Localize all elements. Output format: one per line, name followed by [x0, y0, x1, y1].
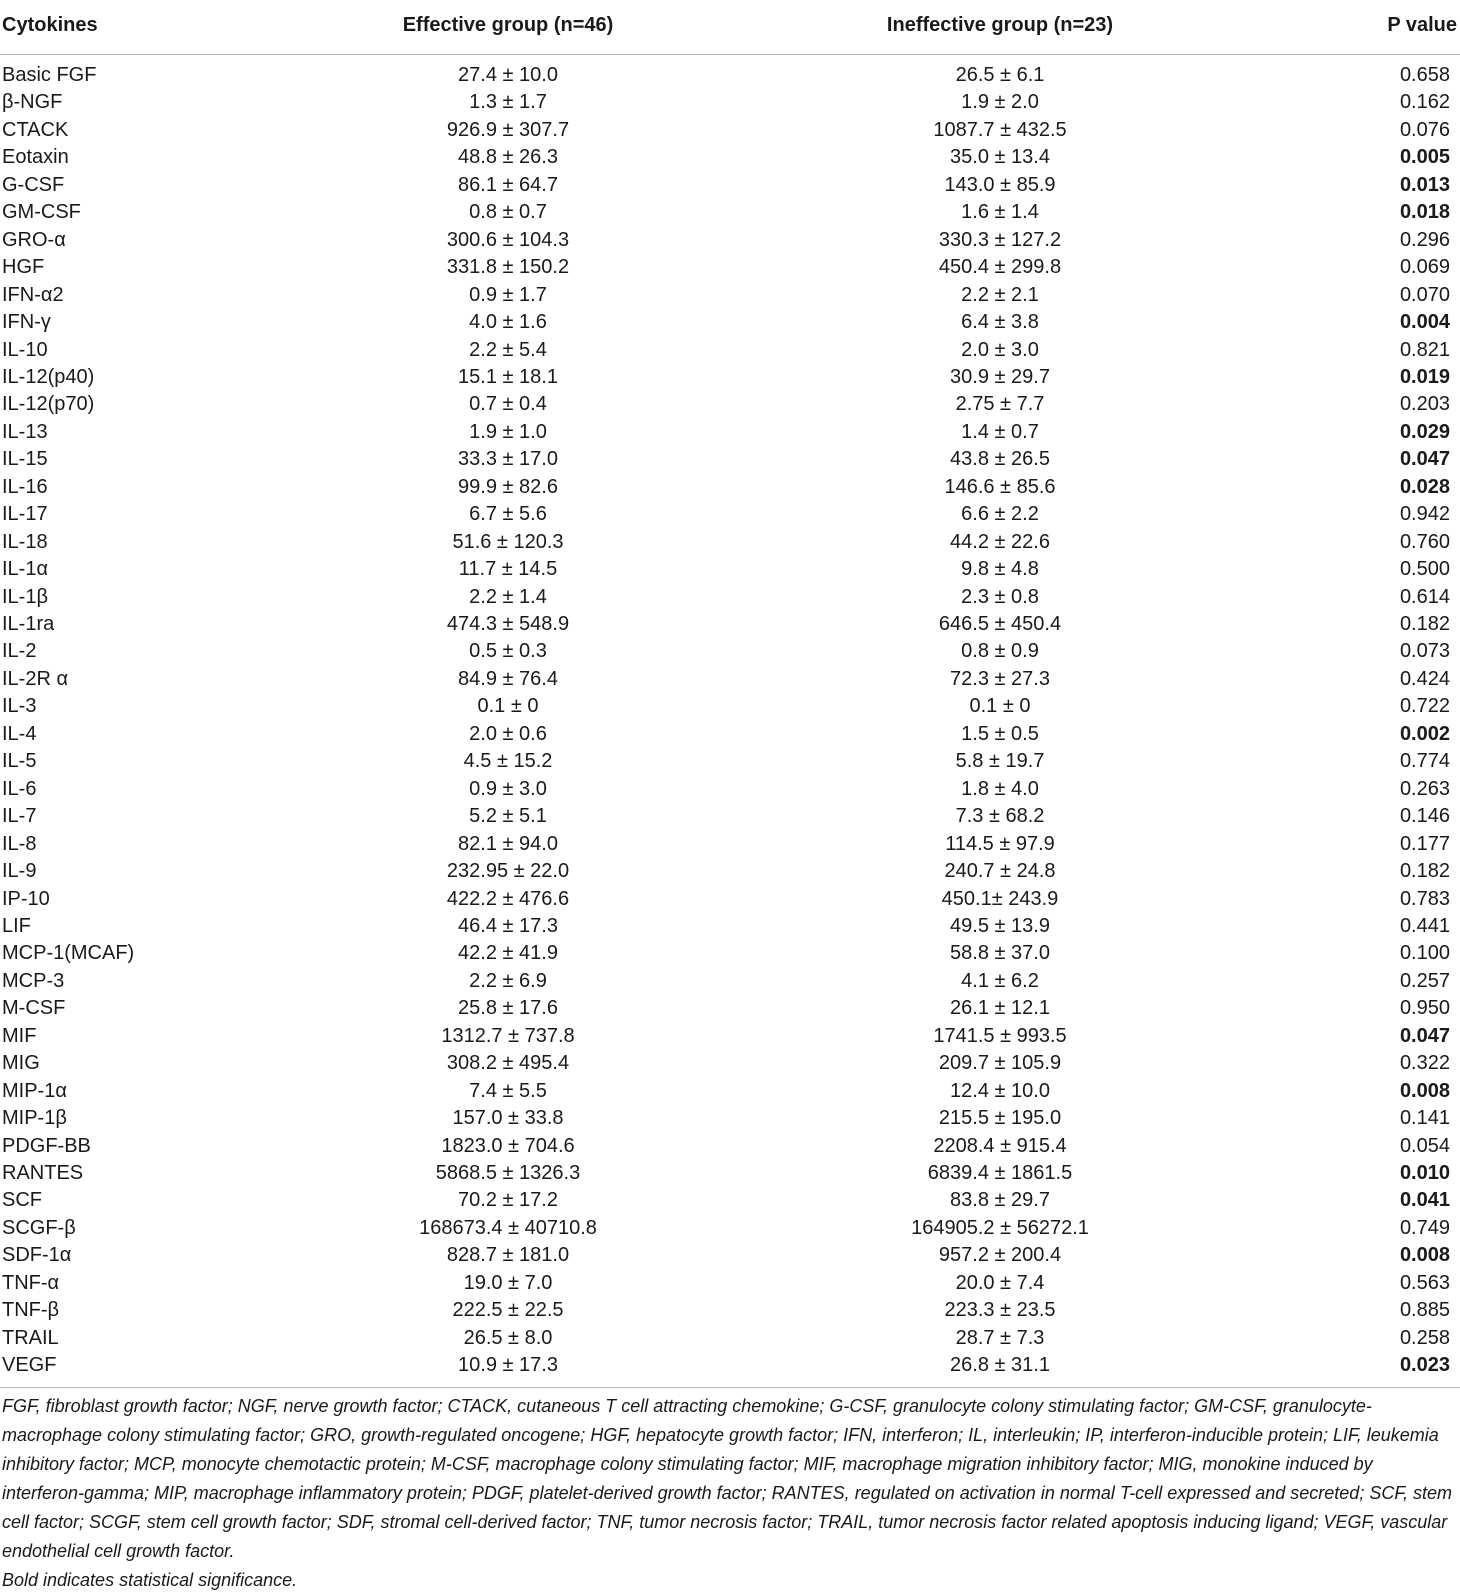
p-value: 0.614 [1399, 585, 1450, 608]
table-row [0, 886, 1460, 914]
ineffective-value: 20.0 ± 7.4 [955, 1271, 1045, 1294]
p-value: 0.013 [1399, 173, 1450, 196]
p-value: 0.749 [1399, 1216, 1450, 1239]
cytokine-name: GRO-α [2, 228, 66, 251]
p-value: 0.028 [1399, 475, 1450, 498]
table-row [0, 62, 1460, 90]
cytokine-name: MIP-1α [2, 1079, 67, 1102]
ineffective-value: 5.8 ± 19.7 [955, 750, 1045, 773]
p-value: 0.019 [1399, 365, 1450, 388]
cytokine-name: Eotaxin [2, 146, 69, 169]
effective-value: 300.6 ± 104.3 [446, 228, 570, 251]
table-row [0, 227, 1460, 255]
header-ineffective-group: Ineffective group (n=23) [886, 14, 1114, 36]
ineffective-value: 44.2 ± 22.6 [950, 530, 1050, 553]
p-value: 0.073 [1399, 640, 1450, 663]
effective-value: 86.1 ± 64.7 [458, 173, 558, 196]
effective-value: 99.9 ± 82.6 [458, 475, 558, 498]
effective-value: 0.5 ± 0.3 [469, 640, 547, 663]
p-value: 0.322 [1399, 1052, 1450, 1075]
effective-value: 331.8 ± 150.2 [446, 256, 570, 279]
p-value: 0.018 [1399, 201, 1450, 224]
table-row [0, 446, 1460, 474]
cytokine-name: IL-9 [2, 860, 37, 883]
p-value: 0.005 [1399, 146, 1450, 169]
table-row [0, 1297, 1460, 1325]
p-value: 0.023 [1399, 1354, 1450, 1377]
cytokine-name: Basic FGF [2, 64, 97, 86]
cytokine-name: IL-1β [2, 585, 48, 608]
effective-value: 6.7 ± 5.6 [469, 503, 547, 526]
effective-value: 7.4 ± 5.5 [469, 1079, 547, 1102]
ineffective-value: 4.1 ± 6.2 [961, 969, 1039, 992]
table-row [0, 117, 1460, 145]
cytokine-name: MCP-3 [2, 969, 65, 992]
cytokine-name: CTACK [2, 118, 69, 141]
cytokine-name: IL-18 [2, 530, 48, 553]
cytokine-name: MIF [2, 1024, 37, 1047]
ineffective-value: 450.1± 243.9 [941, 887, 1059, 910]
p-value: 0.783 [1399, 887, 1450, 910]
effective-value: 2.2 ± 1.4 [469, 585, 547, 608]
table-row [0, 419, 1460, 447]
table-row [0, 556, 1460, 584]
cytokine-name: M-CSF [2, 997, 66, 1020]
effective-value: 422.2 ± 476.6 [446, 887, 570, 910]
effective-value: 1.3 ± 1.7 [469, 91, 547, 114]
ineffective-value: 1.4 ± 0.7 [961, 420, 1039, 443]
ineffective-value: 114.5 ± 97.9 [945, 832, 1055, 855]
header-p-value: P value [1387, 14, 1457, 36]
ineffective-value: 450.4 ± 299.8 [938, 256, 1062, 279]
cytokine-name: TNF-β [2, 1299, 60, 1322]
p-value: 0.069 [1399, 256, 1450, 279]
p-value: 0.004 [1399, 311, 1450, 334]
effective-value: 2.0 ± 0.6 [469, 722, 547, 745]
p-value: 0.146 [1399, 805, 1450, 828]
cytokine-name: MCP-1(MCAF) [2, 942, 135, 965]
table-row [0, 693, 1460, 721]
table-row [0, 995, 1460, 1023]
cytokine-name: IL-10 [2, 338, 48, 361]
table-row [0, 282, 1460, 310]
cytokine-name: SDF-1α [2, 1244, 72, 1267]
effective-value: 15.1 ± 18.1 [458, 365, 558, 388]
table-row [0, 1160, 1460, 1188]
p-value: 0.041 [1399, 1189, 1450, 1212]
ineffective-value: 1087.7 ± 432.5 [933, 118, 1067, 141]
ineffective-value: 7.3 ± 68.2 [955, 805, 1045, 828]
effective-value: 2.2 ± 5.4 [469, 338, 547, 361]
p-value: 0.424 [1399, 667, 1450, 690]
effective-value: 51.6 ± 120.3 [452, 530, 564, 553]
cytokine-name: IL-12(p40) [2, 365, 95, 388]
effective-value: 232.95 ± 22.0 [446, 860, 570, 883]
cytokine-name: MIP-1β [2, 1107, 67, 1130]
cytokine-name: IL-6 [2, 777, 37, 800]
table-row [0, 1050, 1460, 1078]
cytokine-name: IL-5 [2, 750, 37, 773]
p-value: 0.008 [1399, 1244, 1450, 1267]
header-divider [0, 54, 1460, 55]
p-value: 0.722 [1399, 695, 1450, 718]
p-value: 0.002 [1399, 722, 1450, 745]
effective-value: 0.9 ± 3.0 [469, 777, 547, 800]
cytokine-name: IL-3 [2, 695, 37, 718]
ineffective-value: 957.2 ± 200.4 [938, 1244, 1062, 1267]
ineffective-value: 2.0 ± 3.0 [961, 338, 1039, 361]
p-value: 0.047 [1399, 1024, 1450, 1047]
table-row [0, 199, 1460, 227]
effective-value: 0.8 ± 0.7 [469, 201, 547, 224]
effective-value: 4.5 ± 15.2 [463, 750, 553, 773]
cytokine-name: IP-10 [2, 887, 50, 910]
table-row [0, 337, 1460, 365]
table-bottom-rule [0, 1387, 1460, 1388]
cytokine-name: IFN-γ [2, 311, 51, 334]
ineffective-value: 28.7 ± 7.3 [955, 1326, 1045, 1349]
table-row [0, 1023, 1460, 1051]
footnote-significance-note: Bold indicates statistical significance. [2, 1570, 298, 1590]
ineffective-value: 146.6 ± 85.6 [944, 475, 1056, 498]
p-value: 0.010 [1399, 1162, 1450, 1184]
table-row [0, 254, 1460, 282]
table-header [0, 0, 1460, 54]
ineffective-value: 58.8 ± 37.0 [950, 942, 1050, 965]
p-value: 0.182 [1399, 860, 1450, 883]
table-row [0, 831, 1460, 859]
table-row [0, 364, 1460, 392]
p-value: 0.441 [1399, 914, 1450, 937]
ineffective-value: 209.7 ± 105.9 [938, 1052, 1062, 1075]
ineffective-value: 2208.4 ± 915.4 [933, 1134, 1067, 1157]
ineffective-value: 83.8 ± 29.7 [950, 1189, 1050, 1212]
effective-value: 0.9 ± 1.7 [469, 283, 547, 306]
p-value: 0.008 [1399, 1079, 1450, 1102]
cytokine-name: IL-2 [2, 640, 37, 663]
effective-value: 5.2 ± 5.1 [469, 805, 547, 828]
effective-value: 157.0 ± 33.8 [452, 1107, 564, 1130]
table-row [0, 1187, 1460, 1215]
table-row [0, 721, 1460, 749]
p-value: 0.821 [1399, 338, 1450, 361]
ineffective-value: 6839.4 ± 1861.5 [927, 1162, 1073, 1184]
p-value: 0.162 [1399, 91, 1450, 114]
ineffective-value: 1741.5 ± 993.5 [933, 1024, 1067, 1047]
effective-value: 0.7 ± 0.4 [469, 393, 547, 416]
effective-value: 25.8 ± 17.6 [458, 997, 558, 1020]
ineffective-value: 26.8 ± 31.1 [950, 1354, 1050, 1377]
cytokine-name: LIF [2, 914, 31, 937]
table-row [0, 913, 1460, 941]
effective-value: 26.5 ± 8.0 [463, 1326, 553, 1349]
cytokine-name: PDGF-BB [2, 1134, 91, 1157]
table-row [0, 1215, 1460, 1243]
cytokine-name: HGF [2, 256, 45, 279]
table-row [0, 611, 1460, 639]
table-row [0, 666, 1460, 694]
cytokine-name: IL-1ra [2, 613, 55, 635]
p-value: 0.942 [1399, 503, 1450, 526]
cytokine-name: G-CSF [2, 173, 65, 196]
table-row [0, 858, 1460, 886]
header-effective-group: Effective group (n=46) [402, 14, 614, 36]
p-value: 0.563 [1399, 1271, 1450, 1294]
cytokine-name: IL-15 [2, 448, 48, 471]
cytokine-name: VEGF [2, 1354, 57, 1377]
table-row [0, 968, 1460, 996]
ineffective-value: 35.0 ± 13.4 [950, 146, 1050, 169]
table-row [0, 172, 1460, 200]
cytokine-name: IL-13 [2, 420, 48, 443]
effective-value: 926.9 ± 307.7 [446, 118, 570, 141]
cytokine-name: β-NGF [2, 91, 63, 114]
table-row [0, 501, 1460, 529]
table-row [0, 1352, 1460, 1380]
p-value: 0.182 [1399, 613, 1450, 635]
table-row [0, 584, 1460, 612]
cytokine-name: TRAIL [2, 1326, 59, 1349]
table-row [0, 1270, 1460, 1298]
table-row [0, 529, 1460, 557]
p-value: 0.047 [1399, 448, 1450, 471]
table-row [0, 748, 1460, 776]
effective-value: 11.7 ± 14.5 [458, 558, 558, 581]
cytokine-name: IL-4 [2, 722, 37, 745]
table-row [0, 638, 1460, 666]
table-row [0, 1325, 1460, 1353]
ineffective-value: 0.8 ± 0.9 [961, 640, 1039, 663]
ineffective-value: 0.1 ± 0 [969, 695, 1031, 718]
p-value: 0.885 [1399, 1299, 1450, 1322]
cytokine-name: IL-2R α [2, 667, 69, 690]
table-row [0, 144, 1460, 172]
cytokine-name: IL-16 [2, 475, 48, 498]
table-row [0, 776, 1460, 804]
ineffective-value: 6.4 ± 3.8 [961, 311, 1039, 334]
p-value: 0.070 [1399, 283, 1450, 306]
cytokine-name: TNF-α [2, 1271, 60, 1294]
table-row [0, 474, 1460, 502]
p-value: 0.257 [1399, 969, 1450, 992]
effective-value: 48.8 ± 26.3 [458, 146, 558, 169]
header-cytokines: Cytokines [2, 14, 98, 36]
ineffective-value: 1.8 ± 4.0 [961, 777, 1039, 800]
ineffective-value: 215.5 ± 195.0 [938, 1107, 1062, 1130]
p-value: 0.203 [1399, 393, 1450, 416]
cytokine-name: GM-CSF [2, 201, 81, 224]
ineffective-value: 240.7 ± 24.8 [944, 860, 1056, 883]
p-value: 0.029 [1399, 420, 1450, 443]
effective-value: 46.4 ± 17.3 [458, 914, 558, 937]
cytokine-name: IFN-α2 [2, 283, 64, 306]
table-row [0, 309, 1460, 337]
effective-value: 0.1 ± 0 [477, 695, 539, 718]
table-row [0, 803, 1460, 831]
table-row [0, 391, 1460, 419]
p-value: 0.263 [1399, 777, 1450, 800]
p-value: 0.774 [1399, 750, 1450, 773]
effective-value: 33.3 ± 17.0 [458, 448, 558, 471]
effective-value: 2.2 ± 6.9 [469, 969, 547, 992]
effective-value: 828.7 ± 181.0 [446, 1244, 570, 1267]
effective-value: 1823.0 ± 704.6 [441, 1134, 575, 1157]
ineffective-value: 164905.2 ± 56272.1 [911, 1216, 1089, 1239]
table-row [0, 89, 1460, 117]
effective-value: 10.9 ± 17.3 [458, 1354, 558, 1377]
table-row [0, 1133, 1460, 1161]
effective-value: 84.9 ± 76.4 [458, 667, 558, 690]
table-footnote [2, 1392, 1458, 1595]
ineffective-value: 6.6 ± 2.2 [961, 503, 1039, 526]
effective-value: 70.2 ± 17.2 [458, 1189, 558, 1212]
cytokine-name: IL-8 [2, 832, 37, 855]
p-value: 0.100 [1399, 942, 1450, 965]
effective-value: 4.0 ± 1.6 [469, 311, 547, 334]
ineffective-value: 1.9 ± 2.0 [961, 91, 1039, 114]
ineffective-value: 30.9 ± 29.7 [950, 365, 1050, 388]
ineffective-value: 26.5 ± 6.1 [955, 64, 1045, 86]
p-value: 0.950 [1399, 997, 1450, 1020]
p-value: 0.658 [1399, 64, 1450, 86]
cytokine-name: IL-17 [2, 503, 48, 526]
ineffective-value: 12.4 ± 10.0 [950, 1079, 1050, 1102]
ineffective-value: 2.2 ± 2.1 [961, 283, 1039, 306]
ineffective-value: 1.5 ± 0.5 [961, 722, 1039, 745]
effective-value: 1.9 ± 1.0 [469, 420, 547, 443]
effective-value: 82.1 ± 94.0 [458, 832, 558, 855]
ineffective-value: 646.5 ± 450.4 [938, 613, 1062, 635]
cytokine-name: IL-1α [2, 558, 49, 581]
p-value: 0.076 [1399, 118, 1450, 141]
cytokine-name: IL-12(p70) [2, 393, 95, 416]
p-value: 0.500 [1399, 558, 1450, 581]
footnote-abbreviations: FGF, fibroblast growth factor; NGF, nerve growth factor; CTACK, cutaneous T cell attracting chemokine; G-CSF, granulocyte colony stimulating factor; GM-CSF, granulocyte-macrophage colony stimulating factor; GRO, growth-regulated oncogene; HGF, hepatocyte growth factor; IFN, interferon; IL, interleukin; IP, interferon-inducible protein; LIF, leukemia inhibitory factor; MCP, monocyte chemotactic protein; M-CSF, macrophage colony stimulating factor; MIF, macrophage migration inhibitory factor; MIG, monokine induced by interferon-gamma; MIP, macrophage inflammatory protein; PDGF, platelet-derived growth factor; RANTES, regulated on activation in normal T-cell expressed and secreted; SCF, stem cell factor; SCGF, stem cell growth factor; SDF, stromal cell-derived factor; TNF, tumor necrosis factor; TRAIL, tumor necrosis factor related apoptosis inducing ligand; VEGF, vascular endothelial cell growth factor. [2, 1396, 1453, 1561]
ineffective-value: 143.0 ± 85.9 [944, 173, 1056, 196]
table-row [0, 1078, 1460, 1106]
table-row [0, 1105, 1460, 1133]
effective-value: 42.2 ± 41.9 [458, 942, 558, 965]
ineffective-value: 9.8 ± 4.8 [961, 558, 1039, 581]
cytokine-name: SCF [2, 1189, 42, 1212]
cytokine-name: MIG [2, 1052, 40, 1075]
table-row [0, 1242, 1460, 1270]
cytokine-name: SCGF-β [2, 1216, 76, 1239]
effective-value: 5868.5 ± 1326.3 [435, 1162, 581, 1184]
effective-value: 1312.7 ± 737.8 [441, 1024, 575, 1047]
ineffective-value: 43.8 ± 26.5 [950, 448, 1050, 471]
p-value: 0.177 [1399, 832, 1450, 855]
ineffective-value: 223.3 ± 23.5 [944, 1299, 1056, 1322]
p-value: 0.760 [1399, 530, 1450, 553]
table-row [0, 940, 1460, 968]
ineffective-value: 49.5 ± 13.9 [950, 914, 1050, 937]
p-value: 0.054 [1399, 1134, 1450, 1157]
effective-value: 27.4 ± 10.0 [458, 64, 558, 86]
effective-value: 222.5 ± 22.5 [452, 1299, 564, 1322]
ineffective-value: 330.3 ± 127.2 [938, 228, 1062, 251]
ineffective-value: 2.75 ± 7.7 [955, 393, 1045, 416]
effective-value: 19.0 ± 7.0 [463, 1271, 553, 1294]
effective-value: 308.2 ± 495.4 [446, 1052, 570, 1075]
ineffective-value: 72.3 ± 27.3 [950, 667, 1050, 690]
p-value: 0.258 [1399, 1326, 1450, 1349]
ineffective-value: 26.1 ± 12.1 [950, 997, 1050, 1020]
effective-value: 474.3 ± 548.9 [446, 613, 570, 635]
p-value: 0.141 [1399, 1107, 1450, 1130]
cytokine-name: RANTES [2, 1162, 84, 1184]
cytokine-name: IL-7 [2, 805, 37, 828]
effective-value: 168673.4 ± 40710.8 [419, 1216, 597, 1239]
ineffective-value: 1.6 ± 1.4 [961, 201, 1039, 224]
ineffective-value: 2.3 ± 0.8 [961, 585, 1039, 608]
p-value: 0.296 [1399, 228, 1450, 251]
